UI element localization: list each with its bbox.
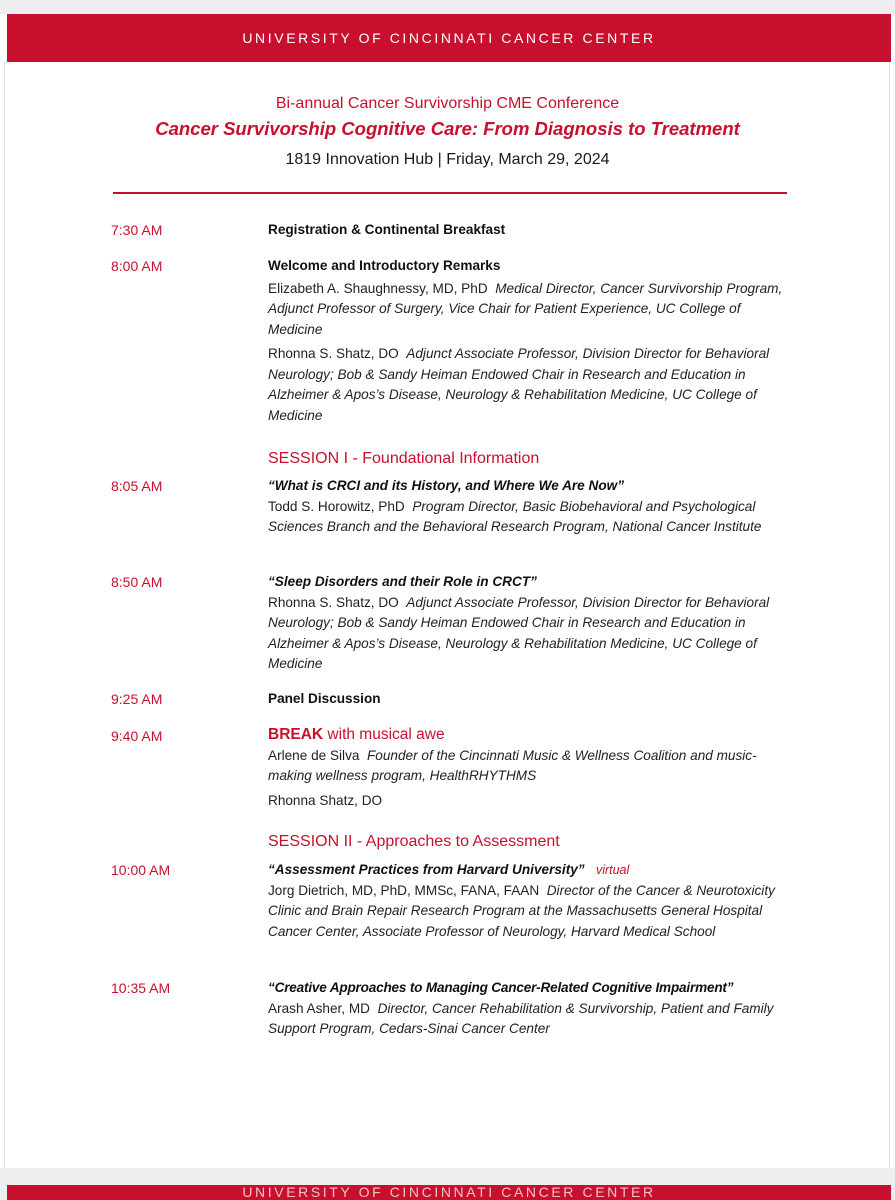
agenda-time: 10:35 AM [111,980,171,996]
speaker-name: Jorg Dietrich, MD, PhD, MMSc, FANA, FAAN [268,882,540,898]
agenda-item [268,256,798,426]
speaker [268,279,798,341]
agenda-item [268,220,798,241]
footer-banner: UNIVERSITY OF CINCINNATI CANCER CENTER [7,1185,891,1200]
conference-venue: 1819 Innovation Hub | Friday, March 29, 2024 [285,151,610,168]
speaker-role: Medical Director, Cancer Survivorship Program, Adjunct Professor of Surgery, Vice Chair for Patient Experience, UC College of Medicine [268,280,783,337]
break-label: BREAK [268,726,324,743]
speaker-name: Rhonna S. Shatz, DO [268,346,399,361]
agenda-item [268,978,808,1040]
speaker [268,344,798,426]
conference-title: Cancer Survivorship Cognitive Care: From Diagnosis to Treatment [155,118,740,139]
speaker-role: Adjunct Associate Professor, Division Director for Behavioral Neurology; Bob & Sandy Heiman Endowed Chair in Research and Education in Alzheimer & Apos’s Disease, Neurology & Rehabilitation Medicine, UC College of Medicine [268,594,770,671]
speaker-name: Elizabeth A. Shaughnessy, MD, PhD [268,280,488,296]
agenda-item [268,725,798,811]
agenda-time: 10:00 AM [111,862,171,878]
session-heading: SESSION I - Foundational Information [268,450,540,467]
speaker-name: Arlene de Silva [268,747,360,763]
talk-title: “Assessment Practices from Harvard University” [268,862,585,877]
speaker-role: Adjunct Associate Professor, Division Director for Behavioral Neurology; Bob & Sandy Heiman Endowed Chair in Research and Education in Alzheimer & Apos’s Disease, Neurology & Rehabilitation Medicine, UC College of Medicine [268,346,770,423]
header-banner: UNIVERSITY OF CINCINNATI CANCER CENTER [7,14,891,62]
agenda-time: 9:25 AM [111,691,163,707]
talk-title: “What is CRCI and its History, and Where We Are Now” [268,478,624,493]
agenda-time: 8:00 AM [111,258,163,274]
speaker [268,791,798,812]
speaker [268,746,798,787]
talk-title: “Creative Approaches to Managing Cancer-Related Cognitive Impairment” [268,980,734,995]
speaker [268,497,798,538]
break-title [268,725,798,746]
session-heading: SESSION II - Approaches to Assessment [268,833,560,850]
speaker [268,593,798,675]
talk-title: “Sleep Disorders and their Role in CRCT” [268,574,537,589]
conference-series: Bi-annual Cancer Survivorship CME Conference [275,95,620,112]
agenda-time: 8:50 AM [111,574,163,590]
break-subtitle: with musical awe [323,726,445,743]
event-title: Panel Discussion [268,691,381,706]
speaker-role: Program Director, Basic Biobehavioral and Psychological Sciences Branch and the Behavioral Research Program, National Cancer Institute [268,498,762,534]
agenda-item [268,860,798,942]
virtual-tag: virtual [595,863,630,877]
agenda-time: 9:40 AM [111,728,163,744]
speaker-name: Rhonna S. Shatz, DO [268,594,399,610]
speaker-name: Rhonna Shatz, DO [268,792,383,808]
talk-title-line [268,860,798,881]
speaker-name: Todd S. Horowitz, PhD [268,498,405,514]
speaker [268,881,798,943]
agenda-item [268,572,798,675]
agenda-item [268,476,798,538]
event-title: Registration & Continental Breakfast [268,222,506,237]
agenda-time: 7:30 AM [111,222,163,238]
speaker-name: Arash Asher, MD [268,1000,370,1016]
header-divider [113,192,787,194]
event-title: Welcome and Introductory Remarks [268,258,501,273]
page-edge-top [0,0,895,14]
speaker-role: Founder of the Cincinnati Music & Wellness Coalition and music-making wellness program, HealthRHYTHMS [268,747,757,783]
speaker [268,999,808,1040]
page-border-right [889,62,890,1172]
agenda-item [268,689,798,710]
page-border-left [4,62,5,1172]
agenda-time: 8:05 AM [111,478,163,494]
speaker-role: Director, Cancer Rehabilitation & Survivorship, Patient and Family Support Program, Cedars-Sinai Cancer Center [268,1000,774,1036]
speaker-role: Director of the Cancer & Neurotoxicity Clinic and Brain Repair Research Program at the Massachusetts General Hospital Cancer Center, Associate Professor of Neurology, Harvard Medical School [268,882,775,939]
